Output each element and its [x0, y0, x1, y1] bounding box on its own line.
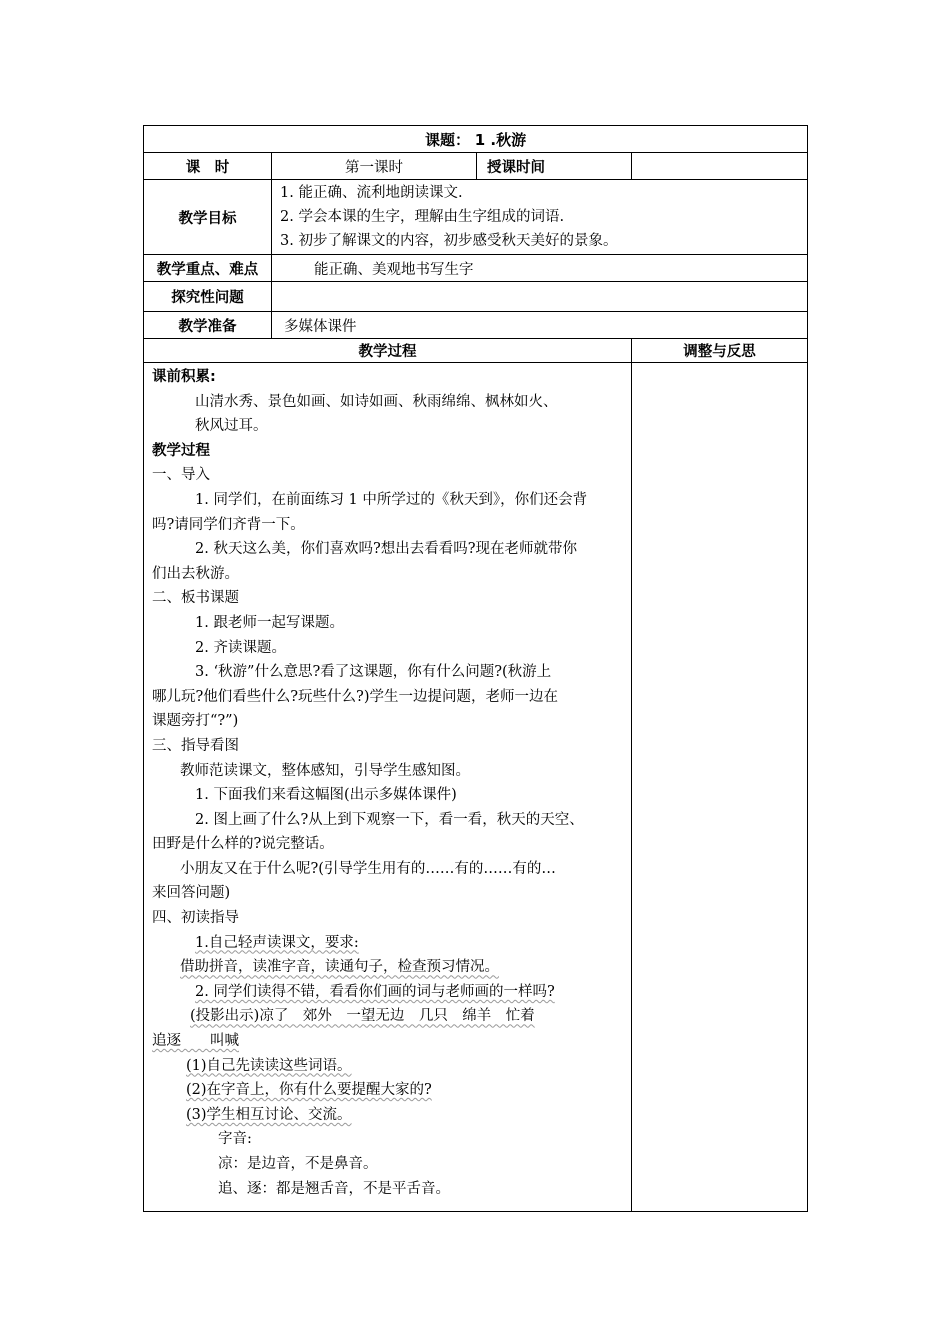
key-points-label: 教学重点、难点 — [144, 255, 272, 282]
body-line: 1. 同学们，在前面练习 1 中所学过的《秋天到》，你们还会背 — [195, 491, 588, 508]
goal-item: 1. 能正确、流利地朗读课文. — [280, 185, 463, 201]
body-line: 2. 齐读课题。 — [195, 639, 286, 656]
lesson-period-value: 第一课时 — [272, 153, 477, 180]
body-line: 追、逐：都是翘舌音，不是平舌音。 — [218, 1180, 450, 1197]
body-line: 2. 图上画了什么?从上到下观察一下，看一看，秋天的天空、 — [195, 811, 584, 828]
body-line-underlined: (3)学生相互讨论、交流。 — [186, 1106, 352, 1123]
body-line-underlined: 追逐 叫喊 — [152, 1033, 239, 1050]
body-line: 田野是什么样的?说完整话。 — [152, 836, 334, 853]
lesson-plan-table — [143, 125, 808, 1212]
body-line: 3. ‘秋游”什么意思?看了这课题，你有什么问题?(秋游上 — [195, 664, 552, 681]
section-heading: 二、板书课题 — [152, 590, 239, 607]
body-line: 1. 下面我们来看这幅图(出示多媒体课件) — [195, 787, 457, 804]
teaching-prep-label: 教学准备 — [144, 312, 272, 339]
body-line-underlined: (1)自己先读读这些词语。 — [186, 1057, 352, 1074]
section-heading: 一、导入 — [152, 467, 210, 484]
section-heading: 三、指导看图 — [152, 737, 239, 754]
pre-class-heading: 课前积累: — [152, 369, 216, 385]
body-line-underlined: 借助拼音，读准字音，读通句子，检查预习情况。 — [180, 959, 499, 976]
body-line: 凉：是边音，不是鼻音。 — [218, 1156, 378, 1172]
body-line: 2. 秋天这么美，你们喜欢吗?想出去看看吗?现在老师就带你 — [195, 541, 577, 558]
body-line: 小朋友又在于什么呢?(引导学生用有的……有的……有的… — [180, 860, 556, 877]
key-points-value: 能正确、美观地书写生字 — [272, 255, 808, 282]
lesson-plan-page — [143, 125, 807, 1212]
explore-question-value — [272, 282, 808, 312]
teaching-goals — [272, 180, 808, 255]
lesson-title-value: 1 .秋游 — [474, 130, 527, 149]
lesson-title-label: 课题： — [424, 130, 470, 149]
body-line: 哪儿玩?他们看些什么?玩些什么?)学生一边提问题，老师一边在 — [152, 688, 558, 705]
process-heading: 教学过程 — [144, 339, 632, 363]
lesson-period-label: 课 时 — [144, 153, 272, 180]
body-line-underlined: 1.自己轻声读课文，要求: — [195, 934, 359, 951]
body-line: 们出去秋游。 — [152, 565, 239, 582]
body-line: 山清水秀、景色如画、如诗如画、秋雨绵绵、枫林如火、 — [195, 393, 558, 410]
body-line: 1. 跟老师一起写课题。 — [195, 614, 344, 631]
reflection-heading: 调整与反思 — [632, 339, 808, 363]
goal-item: 2. 学会本课的生字，理解由生字组成的词语. — [280, 209, 565, 225]
body-line: 课题旁打“?”) — [152, 713, 239, 730]
reflection-body — [632, 363, 808, 1212]
body-line: 秋风过耳。 — [195, 418, 268, 435]
body-line-underlined: (2)在字音上，你有什么要提醒大家的? — [186, 1082, 432, 1099]
lesson-title — [144, 126, 808, 153]
body-line-underlined: (投影出示)凉了 郊外 一望无边 几只 绵羊 忙着 — [190, 1008, 535, 1025]
body-line: 教师范读课文，整体感知，引导学生感知图。 — [180, 762, 470, 779]
teaching-time-value — [632, 153, 808, 180]
section-heading: 四、初读指导 — [152, 910, 239, 927]
body-line: 字音: — [218, 1131, 252, 1148]
body-line: 来回答问题) — [152, 885, 231, 902]
teaching-goals-label: 教学目标 — [144, 180, 272, 255]
explore-question-label: 探究性问题 — [144, 282, 272, 312]
goal-item: 3. 初步了解课文的内容，初步感受秋天美好的景象。 — [280, 233, 618, 249]
teaching-time-label: 授课时间 — [477, 153, 632, 180]
process-body — [144, 363, 632, 1212]
body-line-underlined: 2. 同学们读得不错，看看你们画的词与老师画的一样吗? — [195, 983, 555, 1000]
body-line: 吗?请同学们齐背一下。 — [152, 516, 305, 533]
teaching-prep-value: 多媒体课件 — [272, 312, 808, 339]
process-subheading: 教学过程 — [152, 442, 210, 459]
